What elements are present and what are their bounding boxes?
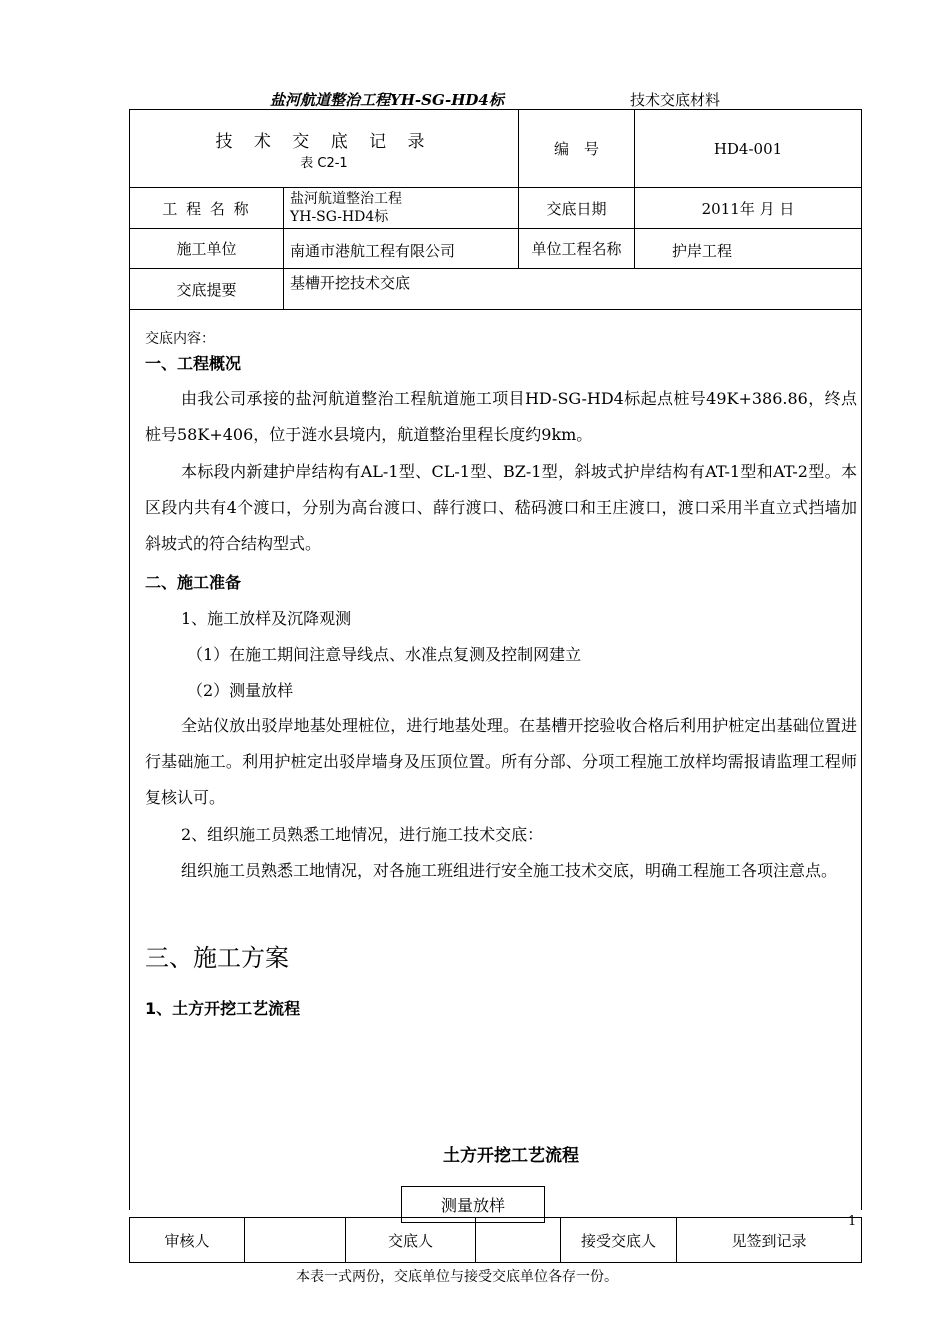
form-title: 技 术 交 底 记 录 (215, 131, 433, 152)
receiver-label: 接受交底人 (580, 1231, 656, 1250)
section-2-item-1a: （1）在施工期间注意导线点、水准点复测及控制网建立 (187, 645, 582, 664)
footer-note: 本表一式两份，交底单位与接受交底单位各存一份。 (296, 1269, 618, 1285)
section-3-title: 三、施工方案 (145, 944, 289, 972)
flow-step-survey: 测量放样 (401, 1186, 545, 1223)
flow-title: 土方开挖工艺流程 (443, 1146, 579, 1166)
section-2-item-1b: （2）测量放样 (187, 681, 294, 700)
unit-label: 施工单位 (176, 240, 237, 258)
reviewer-signature[interactable] (245, 1218, 345, 1262)
date-label: 交底日期 (546, 199, 607, 218)
discloser-signature[interactable] (476, 1218, 560, 1262)
summary-label: 交底提要 (176, 281, 237, 299)
discloser-label: 交底人 (387, 1231, 433, 1250)
section-2-paragraph-2: 组织施工员熟悉工地情况，对各施工班组进行安全施工技术交底，明确工程施工各项注意点。 (181, 861, 838, 880)
reviewer-label: 审核人 (164, 1231, 210, 1250)
content-intro: 交底内容： (145, 331, 215, 347)
unit-value: 南通市港航工程有限公司 (290, 242, 456, 260)
section-2-paragraph-1: 全站仪放出驳岸地基处理桩位，进行地基处理。在基槽开挖验收合格后利用护桩定出基础位置进行基础施工。利用护桩定出驳岸墙身及压顶位置。所有分部、分项工程施工放样均需报请监理工程师复核认可。 (145, 716, 857, 807)
page-number: 1 (848, 1214, 857, 1229)
number-label: 编 号 (553, 140, 599, 158)
date-value: 2011年 月 日 (701, 199, 795, 218)
section-1-paragraph-2: 本标段内新建护岸结构有AL-1型、CL-1型、BZ-1型，斜坡式护岸结构有AT-1型和AT-2型。本区段内共有4个渡口，分别为高台渡口、薛行渡口、嵇码渡口和王庄渡口，渡口采用半直立式挡墙加斜坡式的符合结构型式。 (145, 462, 857, 553)
header-doc-type: 技术交底材料 (630, 91, 721, 109)
unit-project-label: 单位工程名称 (531, 240, 622, 258)
unit-project-value: 护岸工程 (672, 242, 733, 260)
section-2-item-2: 2、组织施工员熟悉工地情况，进行施工技术交底： (181, 825, 544, 844)
header-project-title: 盐河航道整治工程YH-SG-HD4标 (270, 91, 504, 109)
summary-value: 基槽开挖技术交底 (290, 274, 411, 292)
form-subtitle: 表 C2-1 (300, 155, 348, 171)
section-2-title: 二、施工准备 (145, 573, 242, 592)
project-name-value: 盐河航道整治工程 YH-SG-HD4标 (290, 191, 402, 225)
form-title-cell (130, 110, 518, 187)
project-name-label: 工 程 名 称 (162, 199, 251, 218)
receiver-value: 见签到记录 (731, 1231, 807, 1250)
section-3-item-1: 1、土方开挖工艺流程 (145, 999, 301, 1018)
section-1-paragraph-1: 由我公司承接的盐河航道整治工程航道施工项目HD-SG-HD4标起点桩号49K+386.86，终点桩号58K+406，位于涟水县境内，航道整治里程长度约9km。 (145, 389, 857, 444)
section-1-title: 一、工程概况 (145, 354, 242, 373)
section-2-item-1: 1、施工放样及沉降观测 (181, 609, 352, 628)
number-value: HD4-001 (713, 139, 783, 158)
